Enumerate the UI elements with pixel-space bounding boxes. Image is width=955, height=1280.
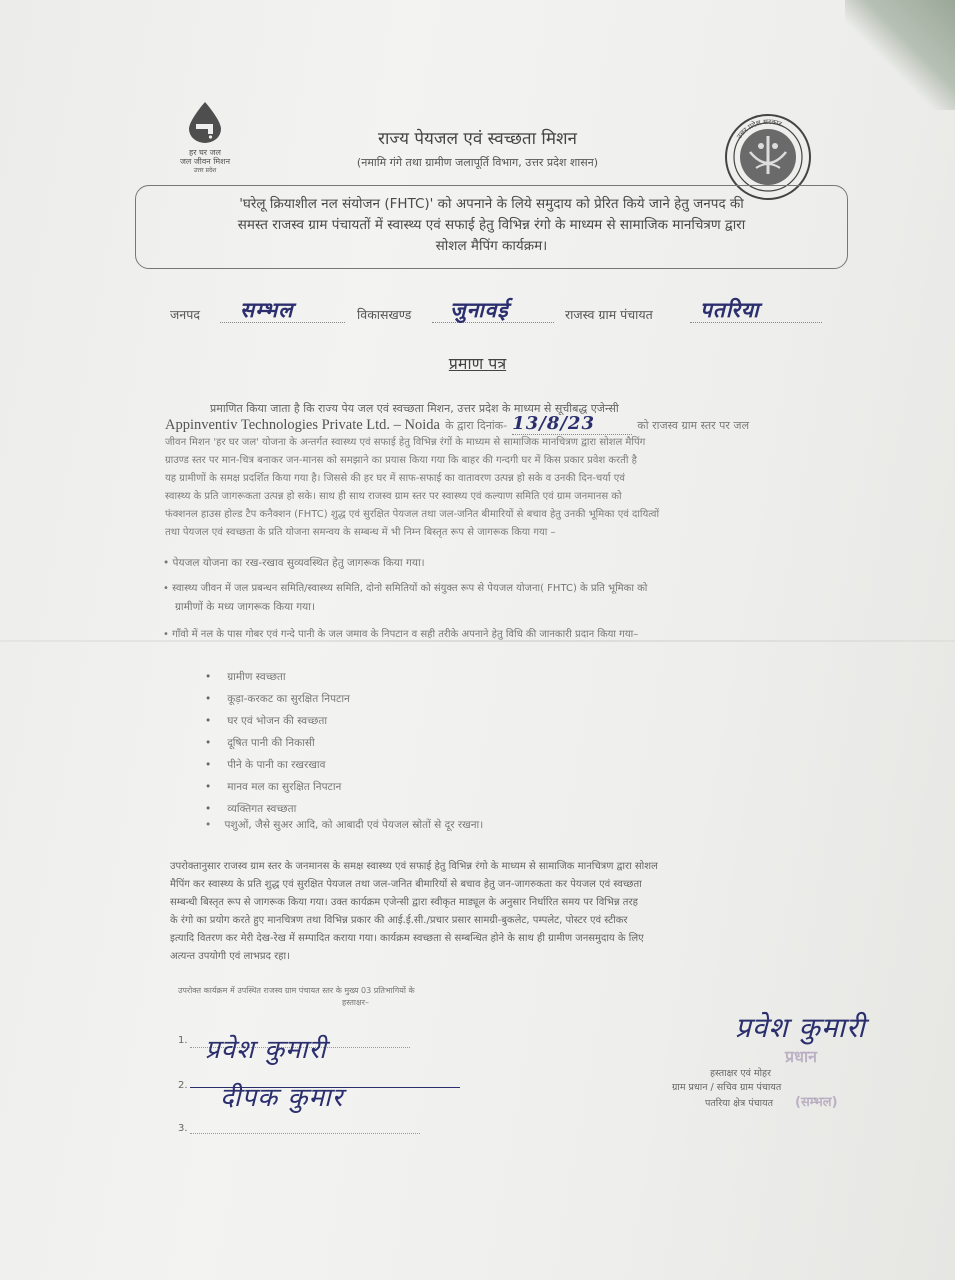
- gram-panchayat-value: पतरिया: [700, 297, 760, 322]
- certificate-title: प्रमाण पत्र: [448, 354, 507, 373]
- sign-label-2: ग्राम प्रधान / सचिव ग्राम पंचायत: [672, 1082, 782, 1093]
- participants-note-line2: हस्ताक्षर–: [342, 998, 369, 1007]
- sign-label-3: पतरिया क्षेत्र पंचायत: [705, 1098, 774, 1109]
- list-item: • व्यक्तिगत स्वच्छता: [205, 798, 350, 820]
- pradhan-signature: प्रवेश कुमारी: [735, 1011, 866, 1044]
- participant-number-1: 1.: [178, 1035, 188, 1046]
- logo-caption-line3: उत्तर प्रदेश: [193, 167, 217, 174]
- list-item: • दूषित पानी की निकासी: [205, 732, 350, 754]
- emblem-text: उत्तर प्रदेश सरकार: [735, 117, 783, 141]
- para1-line: स्वास्थ्य के प्रति जागरूकता उत्पन्न हो सके। साथ ही साथ राजस्व ग्राम स्तर पर स्वास्थ्य एवं कल्याण समिति एवं ग्राम जनमानस को: [165, 491, 622, 502]
- signature-line-3: [190, 1133, 420, 1134]
- list-item: • मानव मल का सुरक्षित निपटान: [205, 776, 350, 798]
- org-subtitle: (नमामि गंगे तथा ग्रामीण जलापूर्ति विभाग, उत्तर प्रदेश शासन): [356, 156, 599, 169]
- para2-line: मैपिंग कर स्वास्थ्य के प्रति शुद्ध एवं सुरक्षित पेयजल तथा जल-जनित बीमारियों से बचाव हेतु जन-जागरुकता कर पेयजल एवं स्वच्छता: [170, 879, 642, 890]
- block-label: विकासखण्ड: [357, 307, 412, 322]
- certificate-para2: [170, 858, 870, 966]
- list-item: • घर एवं भोजन की स्वच्छता: [205, 710, 350, 732]
- logo-caption-line1: हर घर जल: [189, 148, 221, 157]
- list-item: • पीने के पानी का रखरखाव: [205, 754, 350, 776]
- para2-line: इत्यादि वितरण कर मेरी देख-रेख में सम्पादित कराया गया। कार्यक्रम स्वच्छता से सम्बन्धित होने के साथ ही ग्रामीण जनसमुदाय के लिए: [170, 933, 644, 944]
- paper-fold-line: [0, 640, 955, 642]
- list-item-animals: • पशुओं, जैसे सुअर आदि, को आबादी एवं पेयजल स्रोतों से दूर रखना।: [205, 819, 484, 831]
- agency-name: Appinventiv Technologies Private Ltd. – Noida: [165, 417, 440, 433]
- gram-panchayat-label: राजस्व ग्राम पंचायत: [565, 307, 653, 322]
- logo-caption-line2: जल जीवन मिशन: [179, 157, 231, 166]
- sign-label-1: हस्ताक्षर एवं मोहर: [710, 1068, 771, 1079]
- para1-line: ग्राउण्ड स्तर पर मान-चित्र बनाकर जन-मानस को समझाने का प्रयास किया गया कि बाहर की गन्दगी घर में किस प्रकार प्रवेश करती है: [165, 455, 637, 466]
- district-value: सम्भल: [240, 297, 294, 322]
- participant-signature-2: दीपक कुमार: [220, 1083, 344, 1113]
- program-date: 13/8/23: [512, 413, 632, 435]
- certificate-para1-rest: [165, 434, 865, 542]
- district-label: जनपद: [170, 307, 200, 322]
- participant-number-2: 2.: [178, 1080, 188, 1091]
- bullet-text: स्वास्थ्य जीवन में जल प्रबन्धन समिति/स्वास्थ्य समिति, दोनो समितियों को संयुक्त रूप से पेयजल योजना( FHTC) के प्रति भूमिका को: [172, 583, 648, 594]
- hygiene-topics-list: [205, 666, 350, 820]
- participant-number-3: 3.: [178, 1123, 188, 1134]
- bullet-item: • स्वास्थ्य जीवन में जल प्रबन्धन समिति/स्वास्थ्य समिति, दोनो समितियों को संयुक्त रूप से पेयजल योजना( FHTC) के प्रति भूमिका को: [163, 583, 648, 594]
- bullet-text: गाँवो में नल के पास गोबर एवं गन्दे पानी के जल जमाव के निपटान व सही तरीके अपनाने हेतु विधि की जानकारी प्रदान किया गया–: [172, 629, 639, 640]
- bullet-text: पेयजल योजना का रख-रखाव सुव्यवस्थित हेतु जागरूक किया गया।: [172, 557, 425, 569]
- bullet-continuation: ग्रामीणों के मध्य जागरूक किया गया।: [175, 601, 315, 613]
- para2-line: उपरोक्तानुसार राजस्व ग्राम स्तर के जनमानस के समक्ष स्वास्थ्य एवं सफाई हेतु विभिन्न रंगो के माध्यम से सामाजिक मानचित्रण द्वारा सोशल: [170, 861, 658, 872]
- para2-line: अत्यन्त उपयोगी एवं लाभप्रद रहा।: [170, 951, 290, 962]
- block-value: जुनावई: [450, 297, 509, 322]
- para1-line: फंक्शनल हाउस होल्ड टैप कनैक्शन (FHTC) शुद्ध एवं सुरक्षित पेयजल तथा जल-जनित बीमारियों से बचाव हेतु उनकी भूमिका एवं दायित्वों: [165, 509, 660, 520]
- list-item-text: पशुओं, जैसे सुअर आदि, को आबादी एवं पेयजल स्रोतों से दूर रखना।: [224, 819, 484, 831]
- stamp-text-2: (सम्भल): [795, 1095, 838, 1110]
- org-title: राज्य पेयजल एवं स्वच्छता मिशन: [378, 129, 577, 149]
- participant-signature-1: प्रवेश कुमारी: [205, 1035, 327, 1065]
- list-item: • कूड़ा-करकट का सुरक्षित निपटान: [205, 688, 350, 710]
- program-line-1: 'घरेलू क्रियाशील नल संयोजन (FHTC)' को अपनाने के लिये समुदाय को प्रेरित किये जाने हेतु जनपद की: [239, 196, 744, 212]
- bullet-item: • पेयजल योजना का रख-रखाव सुव्यवस्थित हेतु जागरूक किया गया।: [163, 557, 425, 569]
- bullet-item: • गाँवो में नल के पास गोबर एवं गन्दे पानी के जल जमाव के निपटान व सही तरीके अपनाने हेतु विधि की जानकारी प्रदान किया गया–: [163, 629, 639, 640]
- certificate-para1-line2: [165, 413, 865, 435]
- para2-line: के रंगो का प्रयोग करते हुए मानचित्रण तथा विभिन्न प्रकार की आई.ई.सी./प्रचार प्रसार सामग्री-बुकलेट, पम्पलेट, पोस्टर एवं स्टीकर: [170, 915, 628, 926]
- list-item: • ग्रामीण स्वच्छता: [205, 666, 350, 688]
- para1-line: तथा पेयजल एवं स्वच्छता के प्रति योजना समन्वय के सम्बन्ध में भी निम्न बिस्तृत रूप से जागरूक किया गया –: [165, 527, 556, 538]
- background-surface: [845, 0, 955, 110]
- para1-line: जीवन मिशन 'हर घर जल' योजना के अन्तर्गत स्वास्थ्य एवं सफाई हेतु विभिन्न रंगों के माध्यम से सामाजिक मानचित्रण द्वारा सोशल मैपिंग: [165, 437, 646, 448]
- participants-note-line1: उपरोक्त कार्यक्रम में उपस्थित राजस्व ग्राम पंचायत स्तर के मुख्य 03 प्रतिभागियों के: [178, 986, 415, 995]
- program-title-box: [135, 185, 848, 269]
- program-line-2: समस्त राजस्व ग्राम पंचायतों में स्वास्थ्य एवं सफाई हेतु विभिन्न रंगो के माध्यम से सामाजिक मानचित्रण द्वारा: [237, 217, 746, 233]
- certificate-para1-line1: प्रमाणित किया जाता है कि राज्य पेय जल एवं स्वच्छता मिशन, उत्तर प्रदेश के माध्यम से सूचीबद्ध एजेन्सी: [210, 402, 619, 415]
- para2-line: सम्बन्धी बिस्तृत रूप से जागरूक किया गया। उक्त कार्यक्रम एजेन्सी द्वारा स्वीकृत माड्यूल के अनुसार निर्धारित समय पर विभिन्न तरह: [170, 897, 638, 908]
- stamp-text-1: प्रधान: [785, 1047, 817, 1066]
- para1-line: यह ग्रामीणों के समक्ष प्रदर्शित किया गया है। जिससे की हर घर में साफ-सफाई का वातावरण उत्पन्न हो सके व उनकी दिन-चर्या एवं: [165, 473, 625, 484]
- date-prefix: के द्वारा दिनांक-: [445, 419, 508, 432]
- program-line-3: सोशल मैपिंग कार्यक्रम।: [435, 238, 548, 254]
- date-suffix: को राजस्व ग्राम स्तर पर जल: [637, 419, 750, 432]
